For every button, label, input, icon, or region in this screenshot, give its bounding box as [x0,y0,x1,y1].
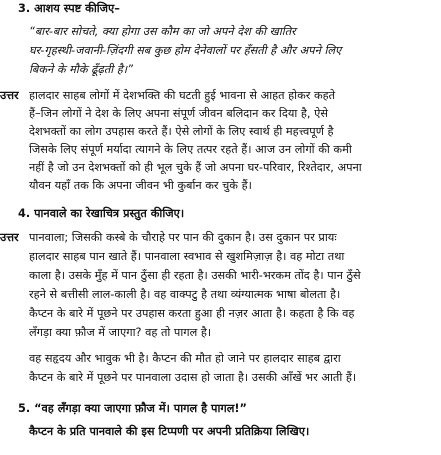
answer-4-line-6: लँगड़ा क्या फ़ौज में जाएगा? वह तो पागल है। [29,326,212,339]
question-3-quote-line-1: “बार-बार सोचते, क्या होगा उस कौम का जो अपने देश की खातिर [29,25,296,38]
answer-4-line-8: कैप्टन के बारे में पूछने पर पानवाला उदास हो जाता है। उसकी आँखें भर आती हैं। [29,371,357,384]
answer-3-tag: उत्तर [0,89,19,102]
question-3-quote-line-3: बिकने के मौके ढूँढ़ती है।” [29,63,133,76]
question-4-heading: 4. पानवाले का रेखाचित्र प्रस्तुत कीजिए। [18,207,185,220]
question-5-heading: 5. “वह लँगड़ा क्या जाएगा फ़ौज में। पागल है पागल!” [18,402,247,415]
answer-4-line-7: वह सहृदय और भावुक भी है। कैप्टन की मौत हो जाने पर हालदार साहब द्वारा [29,352,341,365]
answer-3-line-6: यौवन यहाँ तक कि अपना जीवन भी कुर्बान कर चुके हैं। [29,179,252,192]
answer-3-line-3: देशभक्तों का लोग उपहास करते हैं। ऐसे लोगों के लिए स्वार्थ ही महत्त्वपूर्ण है [29,125,334,138]
question-3-heading: 3. आशय स्पष्ट कीजिए– [18,2,120,15]
answer-3-line-5: नहीं है जो उन देशभक्तों को ही भूल चुके हैं जो अपना घर-परिवार, रिश्तेदार, अपना [29,161,362,174]
answer-3-line-2: हैं–जिन लोगों ने देश के लिए अपना संपूर्ण जीवन बलिदान कर दिया है, ऐसे [29,107,328,120]
answer-4-line-5: कैप्टन के बारे में पूछने पर उपहास करता हुआ ही नज़र आता है। कहता है कि वह [29,307,355,320]
answer-4-line-3: काला है। उसके मुँह में पान ठुँसा ही रहता है। उसकी भारी-भरकम तोंद है। पान ठुँसे [29,269,361,282]
answer-4-line-4: रहने से बत्तीसी लाल-काली है। वह वाक्पटु है तथा व्यंग्यात्मक भाषा बोलता है। [29,288,341,301]
answer-4-line-1: पानवाला; जिसकी कस्बे के चौराहे पर पान की दुकान है। उस दुकान पर प्रायः [29,231,337,244]
question-5-subheading: कैप्टन के प्रति पानवाले की इस टिप्पणी पर अपनी प्रतिक्रिया लिखिए। [29,425,310,438]
answer-3-line-4: जिसके लिए संपूर्ण मर्यादा त्यागने के लिए तत्पर रहते हैं। आज उन लोगों की कमी [29,143,352,156]
answer-3-line-1: हालदार साहब लोगों में देशभक्ति की घटती हुई भावना से आहत होकर कहते [29,89,336,102]
answer-4-line-2: हालदार साहब पान खाते हैं। पानवाला स्वभाव से खुशमिज़ाज़ है। वह मोटा तथा [29,250,345,263]
question-3-quote-line-2: घर-गृहस्थी-जवानी-ज़िंदगी सब कुछ होम देनेवालों पर हँसती है और अपने लिए [29,44,342,57]
answer-4-tag: उत्तर [0,231,19,244]
